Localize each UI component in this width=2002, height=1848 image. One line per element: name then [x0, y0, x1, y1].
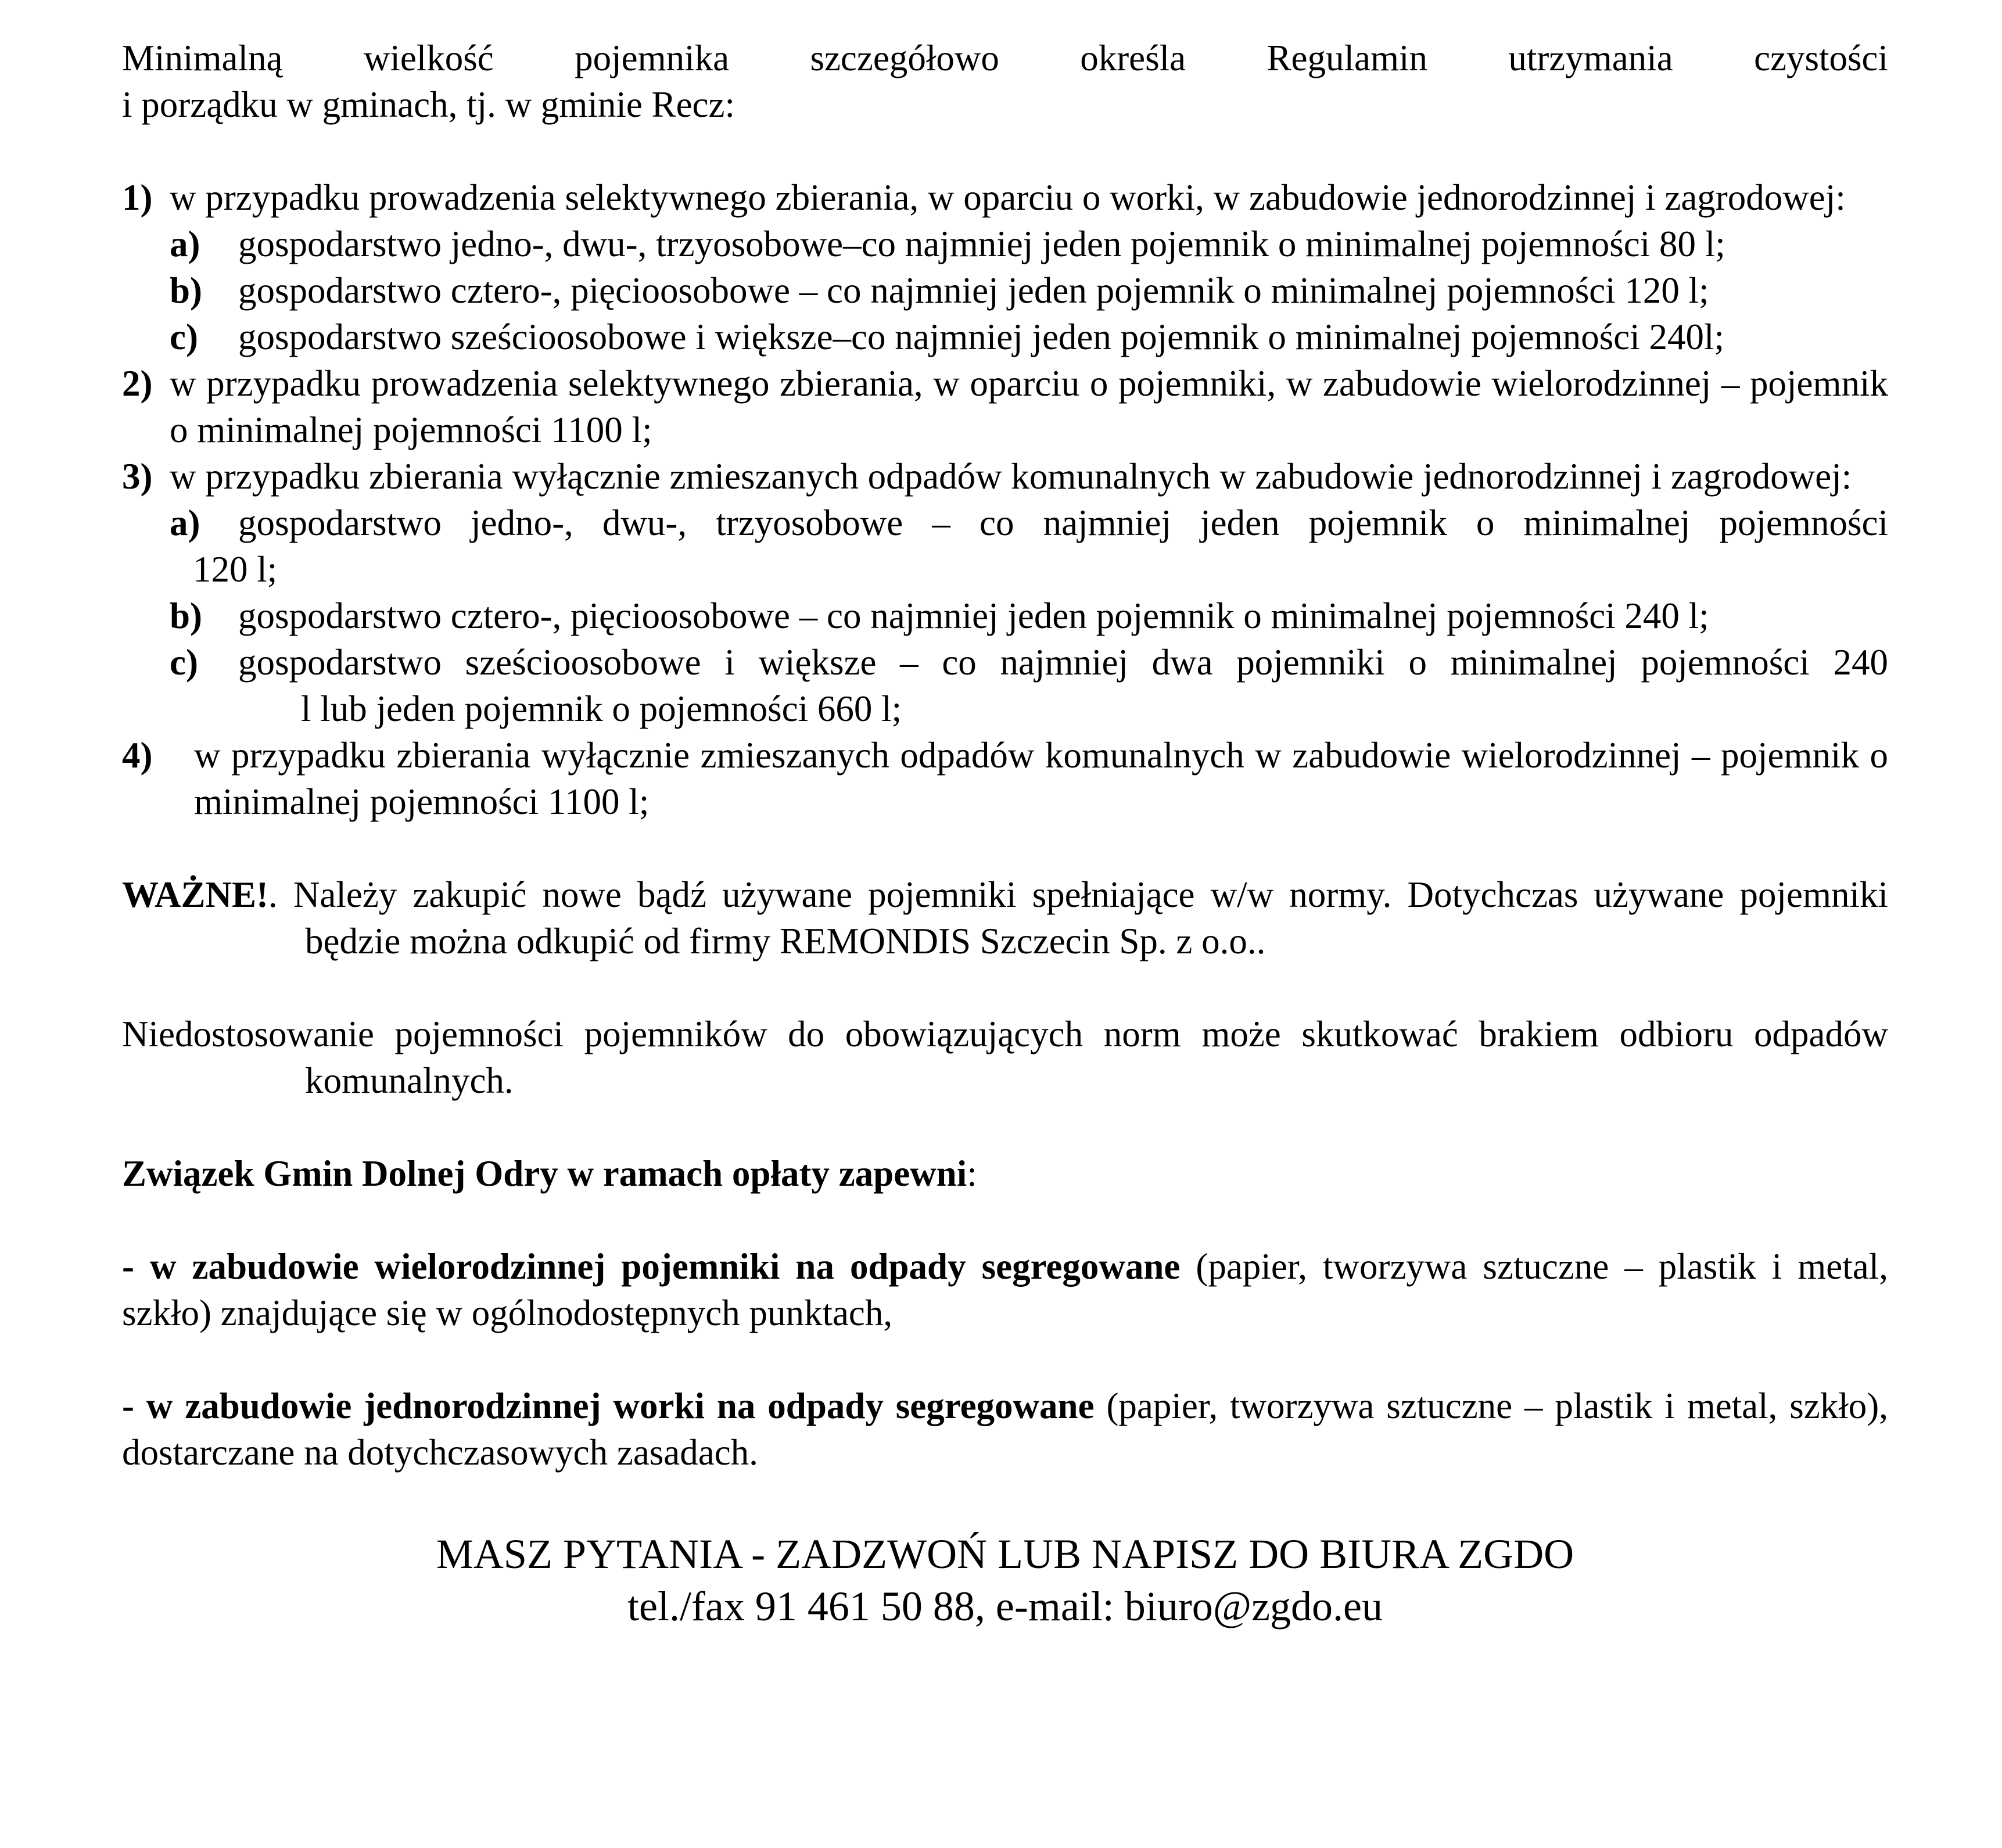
important-notice	[122, 871, 1888, 964]
list-item-1	[122, 174, 1888, 221]
sub-item-text-line-1: gospodarstwo jedno-, dwu-, trzyosobowe – co najmniej jeden pojemnik o minimalnej pojemności	[238, 503, 1888, 543]
list-item-3	[122, 453, 1888, 500]
sub-item-text: gospodarstwo cztero-, pięcioosobowe – co najmniej jeden pojemnik o minimalnej pojemności 240 l;	[238, 595, 1709, 636]
contact-line-2: tel./fax 91 461 50 88, e-mail: biuro@zgdo.eu	[627, 1583, 1383, 1630]
document-page	[122, 35, 1888, 1632]
sub-item-1c	[122, 314, 1888, 360]
intro-line-2: i porządku w gminach, tj. w gminie Recz:	[122, 84, 735, 125]
bullet-rest: (papier, tworzywa sztuczne – plastik i metal, szkło), dostarczane na dotychczasowych zasadach.	[122, 1386, 1888, 1473]
list-item-4	[122, 732, 1888, 825]
non-compliance-notice: Niedostosowanie pojemności pojemników do obowiązujących norm może skutkować brakiem odbioru odpadów komunalnych.	[122, 1014, 1888, 1101]
bullet-rest: (papier, tworzywa sztuczne – plastik i metal, szkło) znajdujące się w ogólnodostępnych punktach,	[122, 1246, 1888, 1333]
sub-item-text-line-2: 120 l;	[193, 549, 278, 590]
sub-item-3c	[122, 639, 1888, 686]
important-label: WAŻNE!	[122, 874, 269, 915]
list-item-number: 2)	[122, 363, 153, 404]
sub-item-letter: c)	[170, 642, 198, 683]
union-heading-text: Związek Gmin Dolnej Odry w ramach opłaty zapewni	[122, 1153, 967, 1194]
list-item-text: w przypadku prowadzenia selektywnego zbierania, w oparciu o pojemniki, w zabudowie wielorodzinnej – pojemnik o minimalnej pojemności 1100 l;	[170, 363, 1888, 450]
list-item-text: w przypadku zbierania wyłącznie zmieszanych odpadów komunalnych w zabudowie wielorodzinnej – pojemnik o minimalnej pojemności 1100 l;	[194, 735, 1888, 822]
sub-item-letter: c)	[170, 317, 198, 357]
sub-item-1a	[122, 221, 1888, 267]
list-item-2	[122, 360, 1888, 453]
sub-item-letter: a)	[170, 503, 200, 543]
intro-line-1: Minimalną wielkość pojemnika szczegółowo określa Regulamin utrzymania czystości	[122, 38, 1888, 78]
list-item-number: 3)	[122, 456, 153, 497]
sub-item-text: gospodarstwo cztero-, pięcioosobowe – co najmniej jeden pojemnik o minimalnej pojemności 120 l;	[238, 270, 1709, 311]
sub-item-1b	[122, 267, 1888, 314]
list-item-number: 1)	[122, 177, 153, 218]
sub-item-text-line-1: gospodarstwo sześcioosobowe i większe – co najmniej dwa pojemniki o minimalnej pojemności 240	[238, 642, 1888, 683]
list-item-number: 4)	[122, 735, 153, 776]
sub-item-letter: b)	[170, 595, 203, 636]
bullet-multi-family	[122, 1243, 1888, 1336]
contact-line-1: MASZ PYTANIA - ZADZWOŃ LUB NAPISZ DO BIURA ZGDO	[436, 1531, 1574, 1577]
sub-item-text: gospodarstwo jedno-, dwu-, trzyosobowe–co najmniej jeden pojemnik o minimalnej pojemności 80 l;	[238, 224, 1725, 264]
sub-item-text-line-2: l lub jeden pojemnik o pojemności 660 l;	[301, 688, 902, 729]
bullet-bold: - w zabudowie jednorodzinnej worki na odpady segregowane	[122, 1386, 1095, 1426]
list-item-text: w przypadku zbierania wyłącznie zmieszanych odpadów komunalnych w zabudowie jednorodzinnej i zagrodowej:	[170, 456, 1852, 497]
sub-item-letter: a)	[170, 224, 200, 264]
bullet-bold: - w zabudowie wielorodzinnej pojemniki na odpady segregowane	[122, 1246, 1181, 1287]
sub-item-3a	[122, 500, 1888, 546]
sub-item-text: gospodarstwo sześcioosobowe i większe–co najmniej jeden pojemnik o minimalnej pojemności 240l;	[238, 317, 1724, 357]
list-item-text: w przypadku prowadzenia selektywnego zbierania, w oparciu o worki, w zabudowie jednorodzinnej i zagrodowej:	[170, 177, 1846, 218]
bullet-single-family	[122, 1383, 1888, 1476]
union-heading-colon: :	[967, 1153, 977, 1194]
sub-item-3b	[122, 593, 1888, 639]
sub-item-letter: b)	[170, 270, 203, 311]
union-heading	[122, 1150, 1888, 1197]
important-text: . Należy zakupić nowe bądź używane pojemniki spełniające w/w normy. Dotychczas używane pojemniki będzie można odkupić od firmy REMONDIS Szczecin Sp. z o.o..	[268, 874, 1888, 961]
